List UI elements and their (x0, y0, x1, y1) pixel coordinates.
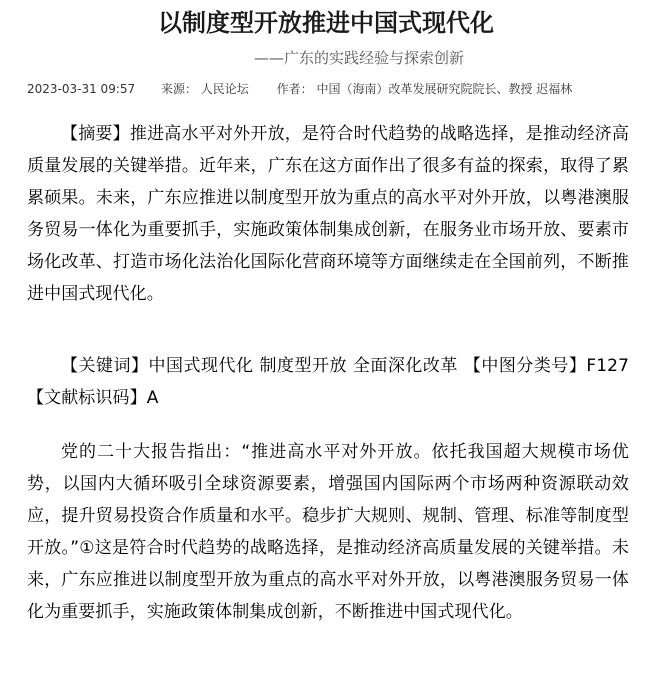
keywords-paragraph: 【关键词】中国式现代化 制度型开放 全面深化改革 【中图分类号】F127 【文献标识码】A (27, 356, 629, 408)
publish-date: 2023-03-31 09:57 (27, 82, 136, 96)
article-author: 作者： 中国（海南）改革发展研究院院长、教授 迟福林 (276, 82, 573, 96)
article-title: 以制度型开放推进中国式现代化 (158, 8, 494, 37)
article-subtitle: ——广东的实践经验与探索创新 (253, 49, 464, 67)
article-source: 来源： 人民论坛 (160, 82, 249, 96)
abstract-paragraph: 【摘要】推进高水平对外开放，是符合时代趋势的战略选择，是推动经济高质量发展的关键举措。近年来，广东在这方面作出了很多有益的探索，取得了累累硕果。未来，广东应推进以制度型开放为重点的高水平对外开放，以粤港澳服务贸易一体化为重要抓手，实施政策体制集成创新，在服务业市场开放、要素市场化改革、打造市场化法治化国际化营商环境等方面继续走在全国前列，不断推进中国式现代化。 (27, 124, 629, 304)
article-meta (27, 80, 572, 98)
body-paragraph: 党的二十大报告指出：“推进高水平对外开放。依托我国超大规模市场优势，以国内大循环吸引全球资源要素，增强国内国际两个市场两种资源联动效应，提升贸易投资合作质量和水平。稳步扩大规则、规制、管理、标准等制度型开放。”①这是符合时代趋势的战略选择，是推动经济高质量发展的关键举措。未来，广东应推进以制度型开放为重点的高水平对外开放，以粤港澳服务贸易一体化为重要抓手，实施政策体制集成创新，不断推进中国式现代化。 (27, 442, 629, 622)
